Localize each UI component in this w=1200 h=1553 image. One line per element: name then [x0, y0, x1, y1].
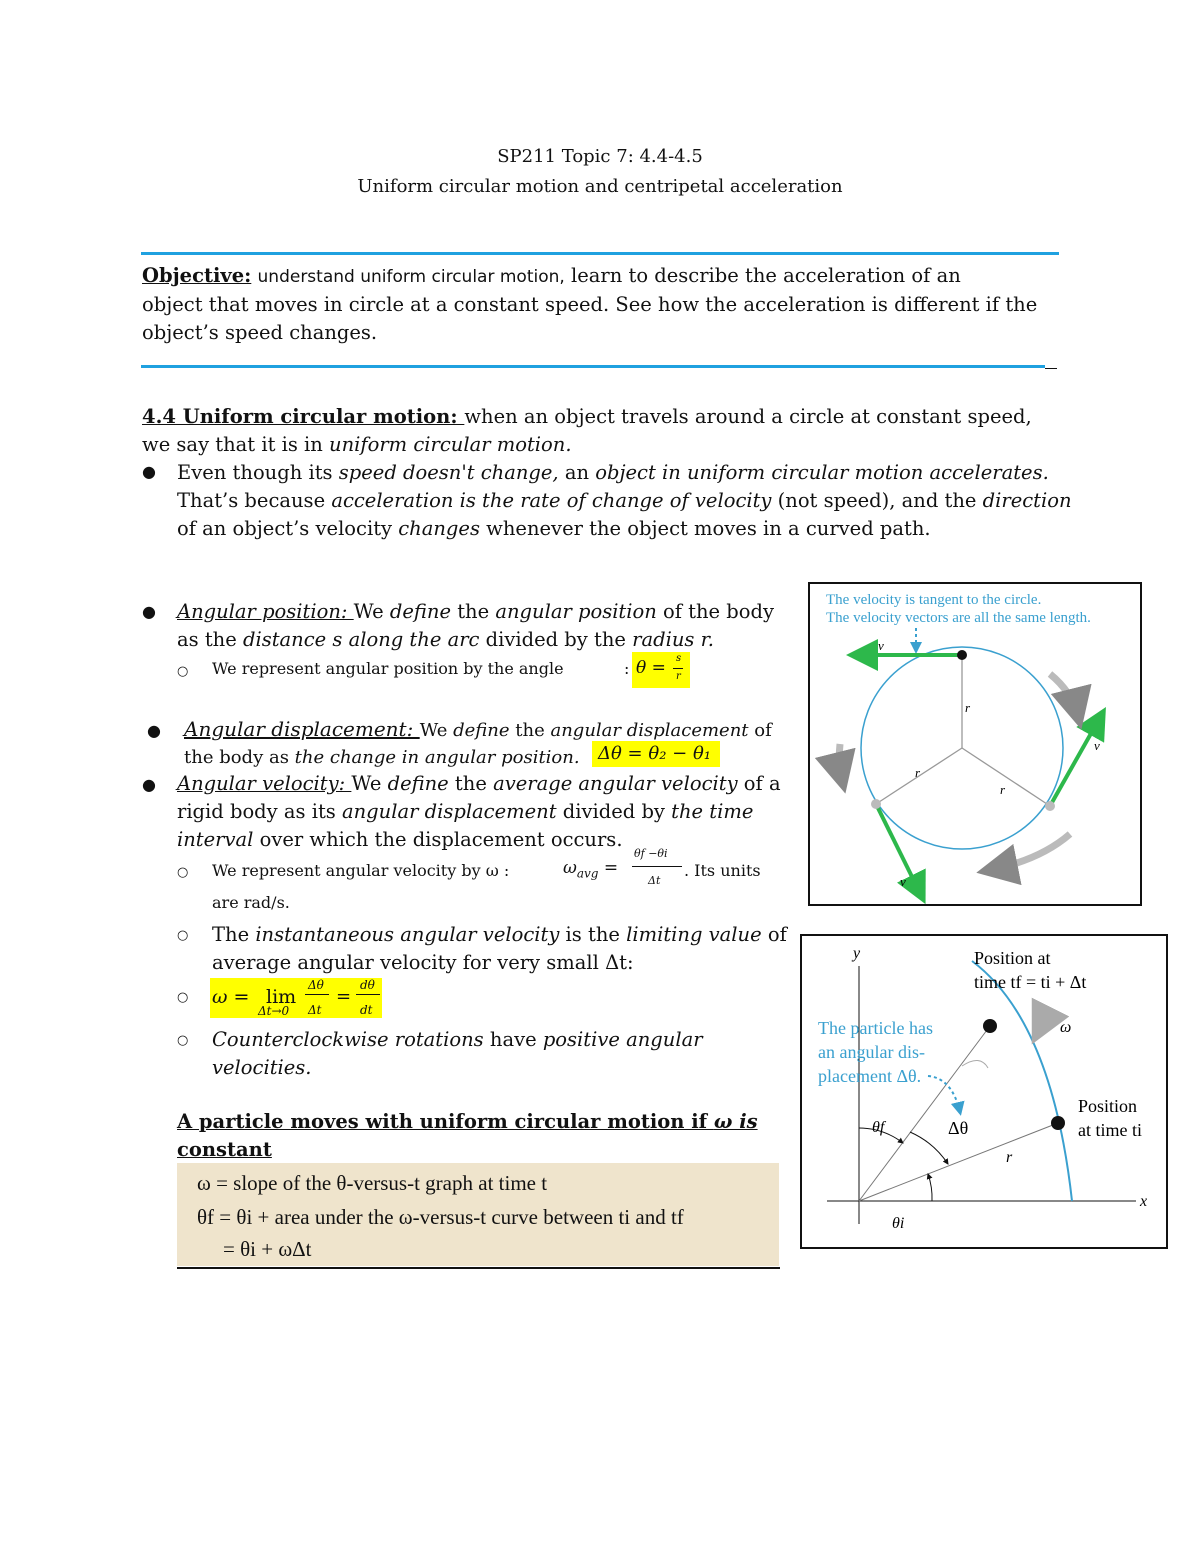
- displacement-pointer: [928, 1076, 960, 1112]
- ap-formula-prefix: :: [624, 659, 630, 678]
- ad-text: We: [419, 720, 454, 741]
- r-label: r: [965, 700, 971, 715]
- ap-text: s along the arc: [326, 628, 480, 651]
- uniform-heading-b: ω is: [713, 1110, 758, 1133]
- objective-line1: learn to describe the acceleration of an: [571, 264, 961, 287]
- av-omega: ω: [563, 858, 577, 878]
- eq-row-2: θf = θi + area under the ω-versus-t curve between ti and tf: [197, 1205, 684, 1229]
- av-sub2-text: of: [761, 923, 787, 946]
- ap-text: radius: [632, 628, 695, 651]
- b1-text: speed doesn't change,: [338, 461, 559, 484]
- ad-text: the change in angular position.: [294, 747, 580, 768]
- angular-position: [177, 598, 777, 654]
- pos-tf-label-2: time tf = ti + Δt: [974, 972, 1087, 992]
- av-sub2-text: limiting value: [626, 923, 762, 946]
- sub-bullet-circle: ○: [177, 928, 189, 943]
- av-text: We: [351, 772, 388, 795]
- section-heading: 4.4 Uniform circular motion:: [142, 405, 465, 428]
- radius-line: [962, 748, 1050, 806]
- bullet-acceleration: [177, 459, 1077, 543]
- y-label: y: [853, 945, 861, 962]
- section-4-4: [142, 403, 1082, 459]
- delta-theta-label: Δθ: [948, 1118, 969, 1138]
- section-intro-2a: we say that it is in: [142, 433, 330, 456]
- bullet-dot: ●: [147, 721, 161, 740]
- av-sub2-line2: average angular velocity for very small Δt:: [212, 951, 634, 974]
- ad-text: of: [748, 720, 772, 741]
- equation-box: [177, 1163, 779, 1266]
- figure-angular-displacement: [800, 934, 1168, 1249]
- objective-lead: understand uniform circular motion,: [257, 267, 565, 287]
- objective-paragraph: [142, 262, 1082, 347]
- b1-text: Even though its: [177, 461, 339, 484]
- objective-line2: object that moves in circle at a constant speed. See how the acceleration is different if the: [142, 293, 1038, 316]
- b1-text: of an object’s velocity: [177, 517, 399, 540]
- arc-pointer: [962, 1060, 988, 1068]
- b1-text: whenever the object moves in a curved path.: [479, 517, 931, 540]
- eq-row-1: ω = slope of the θ-versus-t graph at time t: [197, 1171, 548, 1195]
- v-label: v⃗: [878, 638, 894, 653]
- particle-text-2: an angular dis-: [818, 1042, 925, 1062]
- ap-text: angular position: [495, 600, 657, 623]
- particle-dot: [1045, 801, 1055, 811]
- objective-label: Objective:: [142, 264, 252, 287]
- uniform-heading-2: constant: [177, 1138, 272, 1161]
- limit-lim: lim: [266, 986, 297, 1008]
- angular-velocity-label: Angular velocity:: [177, 772, 352, 795]
- bullet-dot: ●: [142, 462, 156, 481]
- theta-f-label: θf: [872, 1119, 885, 1136]
- r-label-2: r: [1006, 1149, 1013, 1166]
- av-sub4-text: Counterclockwise rotations: [212, 1028, 484, 1051]
- uniform-heading: [177, 1108, 777, 1164]
- sub-bullet-circle: ○: [177, 990, 189, 1005]
- theta-i-arc: [928, 1174, 932, 1201]
- v-label: v⃗: [900, 874, 916, 889]
- rule-tail: [1045, 368, 1057, 369]
- ad-text: define: [453, 720, 510, 741]
- equation-box-rule: [177, 1267, 780, 1269]
- section-intro-2b: uniform circular motion.: [329, 433, 572, 456]
- av-sub1: We represent angular velocity by ω :: [212, 861, 510, 880]
- av-sub1-line2: are rad/s.: [212, 893, 290, 912]
- figure-velocity-svg: [810, 584, 1140, 904]
- ad-text: the: [509, 720, 551, 741]
- av-sub4-text: have: [483, 1028, 543, 1051]
- sub-bullet-circle: ○: [177, 1033, 189, 1048]
- av-omega-sub: avg: [576, 866, 599, 881]
- rotation-arrow: [990, 834, 1070, 870]
- ap-text: define: [389, 600, 452, 623]
- pos-tf-label-1: Position at: [974, 948, 1051, 968]
- b1-text: an: [558, 461, 596, 484]
- av-sub2-text: The: [212, 923, 256, 946]
- limit-den1: Δt: [308, 1003, 322, 1017]
- delta-theta-arc: [910, 1132, 948, 1164]
- angular-position-label: Angular position:: [177, 600, 354, 623]
- sub-bullet-circle: ○: [177, 664, 189, 679]
- theta-i-label: θi: [892, 1215, 905, 1232]
- page-subtitle: Uniform circular motion and centripetal acceleration: [357, 176, 843, 197]
- particle-text-3: placement Δθ.: [818, 1066, 922, 1086]
- omega-label: ω: [1060, 1019, 1072, 1036]
- r-label: r: [915, 765, 921, 780]
- bullet-dot: ●: [142, 775, 156, 794]
- velocity-vector: [1050, 714, 1102, 806]
- ap-sub: We represent angular position by the angle: [212, 659, 564, 678]
- section-intro-1: when an object travels around a circle at constant speed,: [464, 405, 1032, 428]
- av-sub1-omega: $\omega_{avg}$ =: [563, 858, 619, 881]
- b1-text: acceleration is the rate of change of velocity: [331, 489, 772, 512]
- particle-dot: [957, 650, 967, 660]
- av-text: interval: [177, 828, 254, 851]
- page-title: SP211 Topic 7: 4.4-4.5: [497, 146, 703, 167]
- av-sub2: [212, 921, 792, 977]
- av-text: rigid body as its: [177, 800, 342, 823]
- b1-text: direction: [982, 489, 1072, 512]
- ap-text: r.: [694, 628, 714, 651]
- av-text: of a: [737, 772, 781, 795]
- position-initial-dot: [1051, 1116, 1065, 1130]
- limit-eq: =: [336, 986, 352, 1007]
- bullet-dot: ●: [142, 602, 156, 621]
- av-text: define: [387, 772, 449, 795]
- angular-displacement-label: Angular displacement:: [184, 717, 420, 741]
- fig1-caption-1: The velocity is tangent to the circle.: [826, 592, 1042, 608]
- av-text: divided by: [556, 800, 672, 823]
- omega-arrow: [1038, 1008, 1050, 1032]
- r-label: r: [1000, 782, 1006, 797]
- angular-velocity: [177, 770, 787, 854]
- position-final-dot: [983, 1019, 997, 1033]
- b1-text: (not speed), and the: [771, 489, 983, 512]
- ap-text: as the: [177, 628, 243, 651]
- eq-row-3: = θi + ωΔt: [223, 1237, 312, 1261]
- objective-line3: object’s speed changes.: [142, 321, 378, 344]
- ap-formula-highlight: θ = s r: [632, 652, 690, 688]
- limit-num2: dθ: [360, 978, 375, 992]
- ap-text: distance: [242, 628, 327, 651]
- v-label: v⃗: [1094, 738, 1110, 753]
- ad-text: the body as: [184, 747, 295, 768]
- limit-num1: Δθ: [308, 978, 324, 992]
- av-text: average angular velocity: [493, 772, 738, 795]
- bottom-rule: [141, 365, 1045, 368]
- av-sub4: [212, 1026, 772, 1082]
- ad-text: angular displacement: [550, 720, 749, 741]
- av-sub2-text: instantaneous angular velocity: [255, 923, 560, 946]
- rotation-arrow: [1050, 674, 1078, 716]
- av-sub4-text: positive angular: [542, 1028, 703, 1051]
- rotation-arrow: [839, 744, 842, 780]
- x-label: x: [1140, 1193, 1148, 1210]
- uniform-heading-a: A particle moves with uniform circular motion if: [177, 1110, 714, 1133]
- ap-text: the: [451, 600, 496, 623]
- ap-text: divided by the: [479, 628, 633, 651]
- av-sub2-text: is the: [559, 923, 627, 946]
- limit-den2: dt: [360, 1003, 373, 1017]
- ad-formula: Δθ = θ₂ − θ₁: [592, 741, 720, 767]
- top-rule: [141, 252, 1059, 255]
- pos-ti-label-2: at time ti: [1078, 1120, 1142, 1140]
- limit-formula: [210, 978, 382, 1018]
- av-sub4-line2: velocities.: [212, 1056, 312, 1079]
- av-text: angular displacement: [342, 800, 557, 823]
- ap-text: We: [353, 600, 390, 623]
- particle-text-1: The particle has: [818, 1018, 933, 1038]
- figure-angular-svg: [802, 936, 1166, 1247]
- av-text: the: [448, 772, 494, 795]
- limit-under: Δt→0: [258, 1004, 290, 1018]
- sub-bullet-circle: ○: [177, 865, 189, 880]
- b1-text: object in uniform circular motion accelerates.: [595, 461, 1049, 484]
- fig1-caption-2: The velocity vectors are all the same length.: [826, 610, 1091, 626]
- av-den: Δt: [648, 874, 661, 887]
- b1-text: changes: [398, 517, 480, 540]
- arc-path: [972, 961, 1072, 1201]
- av-text: the time: [671, 800, 754, 823]
- pos-ti-label-1: Position: [1078, 1096, 1138, 1116]
- av-fraction-bar: [632, 866, 682, 867]
- limit-lhs: ω =: [212, 986, 250, 1008]
- av-tail: . Its units: [684, 861, 761, 880]
- b1-text: That’s because: [177, 489, 332, 512]
- ap-text: of the body: [656, 600, 775, 623]
- particle-dot: [871, 799, 881, 809]
- av-num: θf −θi: [634, 847, 668, 860]
- av-text: over which the displacement occurs.: [253, 828, 623, 851]
- figure-velocity-tangent: [808, 582, 1142, 906]
